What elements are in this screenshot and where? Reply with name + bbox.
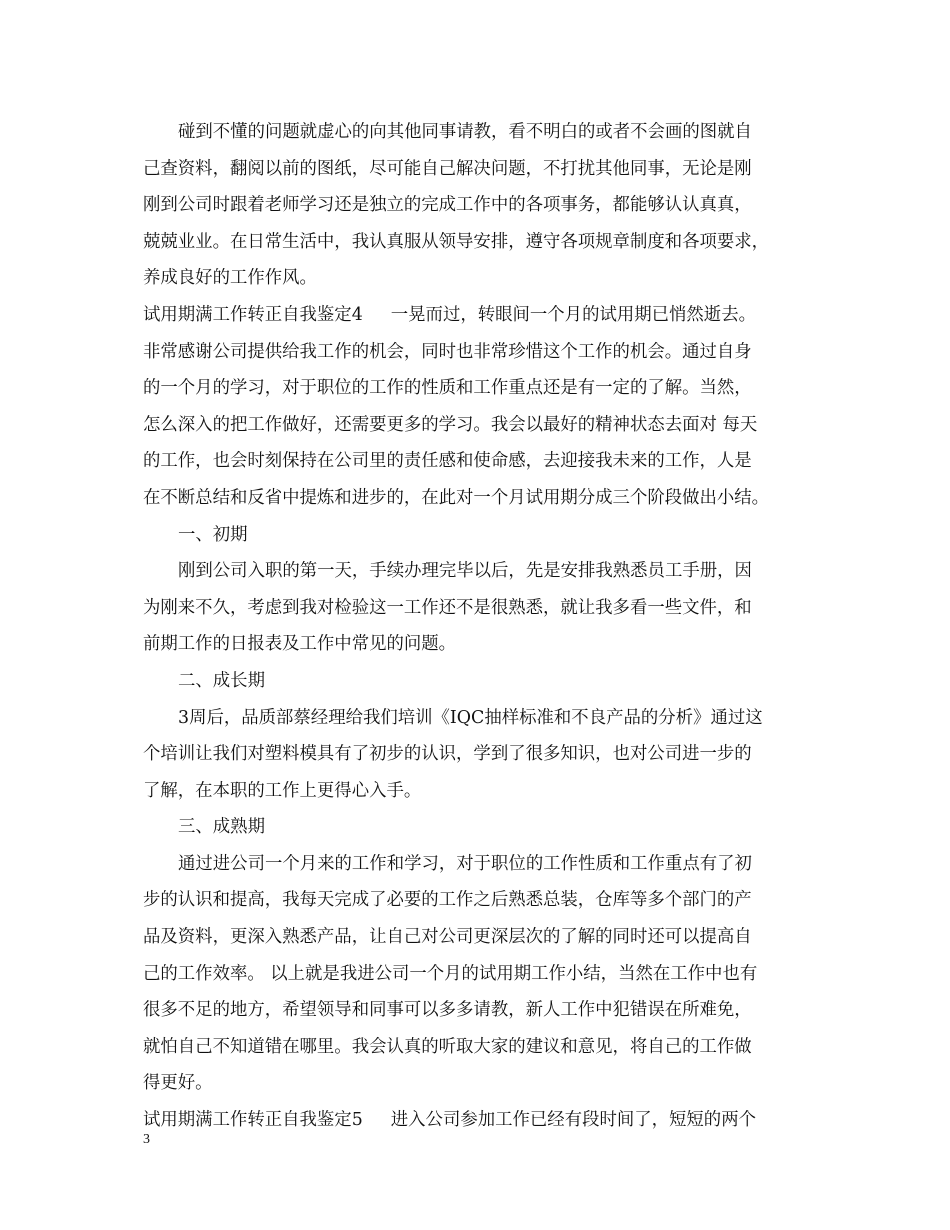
subheading-growth: 二、成长期 (178, 670, 265, 691)
paragraph-line: 通过进公司一个月来的工作和学习，对于职位的工作性质和工作重点有了初 (178, 853, 752, 874)
paragraph-line: 兢兢业业。在日常生活中，我认真服从领导安排，遵守各项规章制度和各项要求， (143, 231, 770, 252)
paragraph-line: 就怕自己不知道错在哪里。我会认真的听取大家的建议和意见，将自己的工作做 (143, 1036, 752, 1057)
paragraph-line: 的工作，也会时刻保持在公司里的责任感和使命感，去迎接我未来的工作，人是 (143, 451, 752, 472)
paragraph-line: 3周后，品质部蔡经理给我们培训《IQC抽样标准和不良产品的分析》通过这 (178, 707, 763, 728)
paragraph-line: 很多不足的地方，希望领导和同事可以多多请教，新人工作中犯错误在所难免， (143, 1000, 752, 1021)
paragraph-line: 碰到不懂的问题就虚心的向其他同事请教，看不明白的或者不会画的图就自 (178, 122, 752, 142)
section-heading-5 (143, 1102, 811, 1139)
paragraph-line: 刚到公司入职的第一天，手续办理完毕以后，先是安排我熟悉员工手册，因 (178, 561, 752, 582)
paragraph-line: 步的认识和提高，我每天完成了必要的工作之后熟悉总装，仓库等多个部门的产 (143, 890, 752, 911)
paragraph-line: 为刚来不久，考虑到我对检验这一工作还不是很熟悉，就让我多看一些文件，和 (143, 597, 752, 618)
paragraph-line: 个培训让我们对塑料模具有了初步的认识，学到了很多知识，也对公司进一步的 (143, 744, 752, 765)
document-body (143, 114, 811, 1139)
paragraph-line: 品及资料，更深入熟悉产品，让自己对公司更深层次的了解的同时还可以提高自 (143, 927, 752, 948)
paragraph-line: 己的工作效率。 以上就是我进公司一个月的试用期工作小结，当然在工作中也有 (143, 963, 758, 984)
section-heading-4-text: 一晃而过，转眼间一个月的试用期已悄然逝去。 (390, 304, 756, 325)
section-heading-4-title: 试用期满工作转正自我鉴定4 (143, 304, 363, 325)
subheading-initial: 一、初期 (178, 524, 248, 545)
section-heading-5-text: 进入公司参加工作已经有段时间了，短短的两个 (390, 1110, 756, 1131)
section-heading-4 (143, 297, 811, 334)
paragraph-line: 刚到公司时跟着老师学习还是独立的完成工作中的各项事务，都能够认认真真， (143, 195, 752, 216)
paragraph-line: 在不断总结和反省中提炼和进步的，在此对一个月试用期分成三个阶段做出小结。 (143, 487, 770, 508)
paragraph-line: 前期工作的日报表及工作中常见的问题。 (143, 634, 457, 655)
paragraph-line: 的一个月的学习，对于职位的工作的性质和工作重点还是有一定的了解。当然， (143, 378, 752, 399)
paragraph-line: 了解，在本职的工作上更得心入手。 (143, 780, 422, 801)
paragraph-line: 怎么深入的把工作做好，还需要更多的学习。我会以最好的精神状态去面对 每天 (143, 414, 758, 435)
section-heading-5-title: 试用期满工作转正自我鉴定5 (143, 1110, 363, 1131)
paragraph-line: 非常感谢公司提供给我工作的机会，同时也非常珍惜这个工作的机会。通过自身 (143, 341, 752, 362)
paragraph-line: 己查资料，翻阅以前的图纸，尽可能自己解决问题，不打扰其他同事，无论是刚 (143, 158, 752, 179)
paragraph-line: 养成良好的工作作风。 (143, 268, 317, 289)
subheading-mature: 三、成熟期 (178, 817, 265, 838)
page-number: 3 (143, 1132, 150, 1147)
paragraph-line: 得更好。 (143, 1073, 213, 1094)
